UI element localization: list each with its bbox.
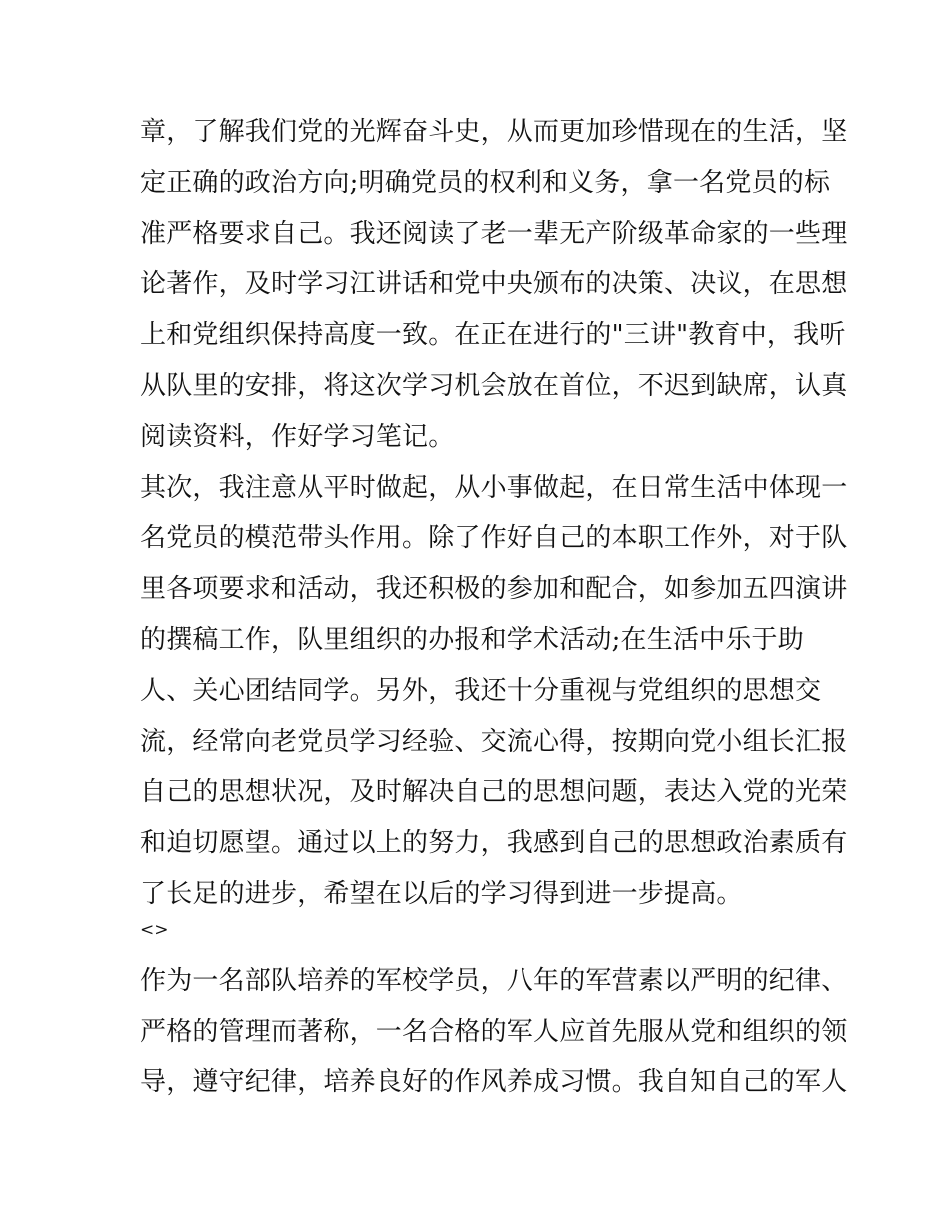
text-line: 严格的管理而著称，一名合格的军人应首先服从党和组织的领 [140,1016,848,1047]
text-line: 导，遵守纪律，培养良好的作风养成习惯。我自知自己的军人 [140,1067,848,1098]
document-page [140,107,848,1108]
text-line: 准严格要求自己。我还阅读了老一辈无产阶级革命家的一些理 [140,218,848,249]
text-line: 的撰稿工作，队里组织的办报和学术活动;在生活中乐于助 [140,624,804,655]
text-line: 里各项要求和活动，我还积极的参加和配合，如参加五四演讲 [140,574,848,605]
text-line: 名党员的模范带头作用。除了作好自己的本职工作外，对于队 [140,523,848,554]
text-line: 从队里的安排，将这次学习机会放在首位，不迟到缺席，认真 [140,370,848,401]
section-separator: <> [140,919,169,940]
text-line: 章，了解我们党的光辉奋斗史，从而更加珍惜现在的生活，坚 [140,117,848,147]
text-line: 自己的思想状况，及时解决自己的思想问题，表达入党的光荣 [140,777,848,808]
text-line: 阅读资料，作好学习笔记。 [140,421,455,452]
text-line: 论著作，及时学习江讲话和党中央颁布的决策、决议，在思想 [140,269,848,300]
text-line: 作为一名部队培养的军校学员，八年的军营素以严明的纪律、 [140,965,848,996]
text-line: 人、关心团结同学。另外，我还十分重视与党组织的思想交 [140,675,822,706]
text-line: 和迫切愿望。通过以上的努力，我感到自己的思想政治素质有 [140,828,848,859]
text-line: 了长足的进步，希望在以后的学习得到进一步提高。 [140,878,743,909]
text-line: 流，经常向老党员学习经验、交流心得，按期向党小组长汇报 [140,726,848,757]
text-line: 其次，我注意从平时做起，从小事做起，在日常生活中体现一 [140,472,848,503]
text-line: 定正确的政治方向;明确党员的权利和义务，拿一名党员的标 [140,167,831,198]
text-line: 上和党组织保持高度一致。在正在进行的"三讲"教育中，我听 [140,320,846,351]
